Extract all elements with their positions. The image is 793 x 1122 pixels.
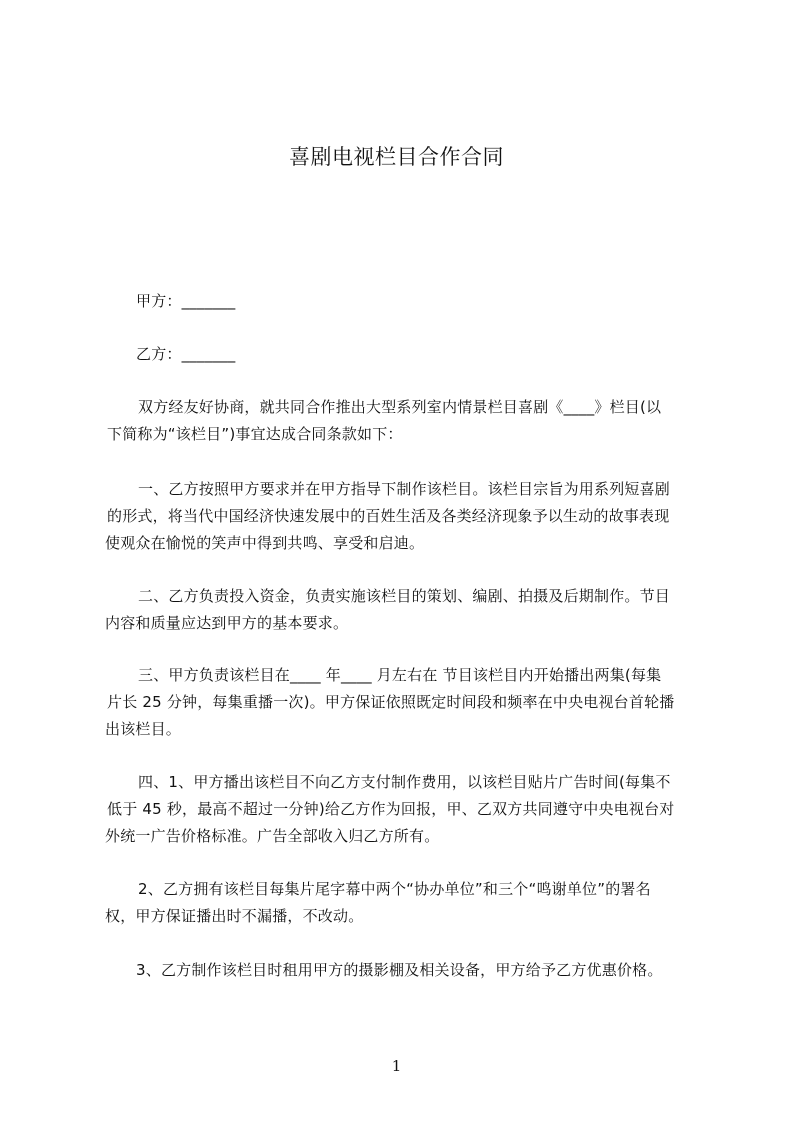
clause-4-3-line-1: 3、乙方制作该栏目时租用甲方的摄影棚及相关设备，甲方给予乙方优惠价格。 bbox=[136, 961, 663, 979]
clause-4-1-line-2: 低于 45 秒，最高不超过一分钟)给乙方作为回报，甲、乙双方共同遵守中央电视台对 bbox=[107, 800, 675, 818]
clause-3-line-2: 片长 25 分钟，每集重播一次)。甲方保证依照既定时间段和频率在中央电视台首轮播 bbox=[107, 693, 675, 711]
clause-3-line-1: 三、甲方负责该栏目在____ 年____ 月左右在 节目该栏目内开始播出两集(每集 bbox=[138, 666, 662, 684]
clause-1-line-1: 一、乙方按照甲方要求并在甲方指导下制作该栏目。该栏目宗旨为用系列短喜剧 bbox=[138, 480, 671, 498]
intro-line-1: 双方经友好协商，就共同合作推出大型系列室内情景栏目喜剧《____》栏目(以 bbox=[138, 398, 662, 416]
clause-1-line-3: 使观众在愉悦的笑声中得到共鸣、享受和启迪。 bbox=[105, 534, 425, 552]
clause-3-line-3: 出该栏目。 bbox=[105, 720, 182, 738]
clause-4-2-line-1: 2、乙方拥有该栏目每集片尾字幕中两个“协办单位”和三个“鸣谢单位”的署名 bbox=[138, 880, 651, 898]
clause-4-1-line-3: 外统一广告价格标准。广告全部收入归乙方所有。 bbox=[105, 827, 440, 845]
document-title: 喜剧电视栏目合作合同 bbox=[289, 145, 504, 169]
intro-line-2: 下简称为“该栏目”)事宜达成合同条款如下： bbox=[107, 425, 403, 443]
page-number: 1 bbox=[391, 1057, 402, 1075]
clause-4-1-line-1: 四、1、甲方播出该栏目不向乙方支付制作费用，以该栏目贴片广告时间(每集不 bbox=[138, 773, 671, 791]
clause-1-line-2: 的形式，将当代中国经济快速发展中的百姓生活及各类经济现象予以生动的故事表现 bbox=[107, 507, 670, 525]
clause-4-2-line-2: 权，甲方保证播出时不漏播，不改动。 bbox=[105, 907, 364, 925]
clause-2-line-2: 内容和质量应达到甲方的基本要求。 bbox=[105, 614, 349, 632]
party-a-line: 甲方：_______ bbox=[136, 292, 236, 310]
party-b-line: 乙方：_______ bbox=[136, 345, 236, 363]
clause-2-line-1: 二、乙方负责投入资金，负责实施该栏目的策划、编剧、拍摄及后期制作。节目 bbox=[138, 587, 671, 605]
